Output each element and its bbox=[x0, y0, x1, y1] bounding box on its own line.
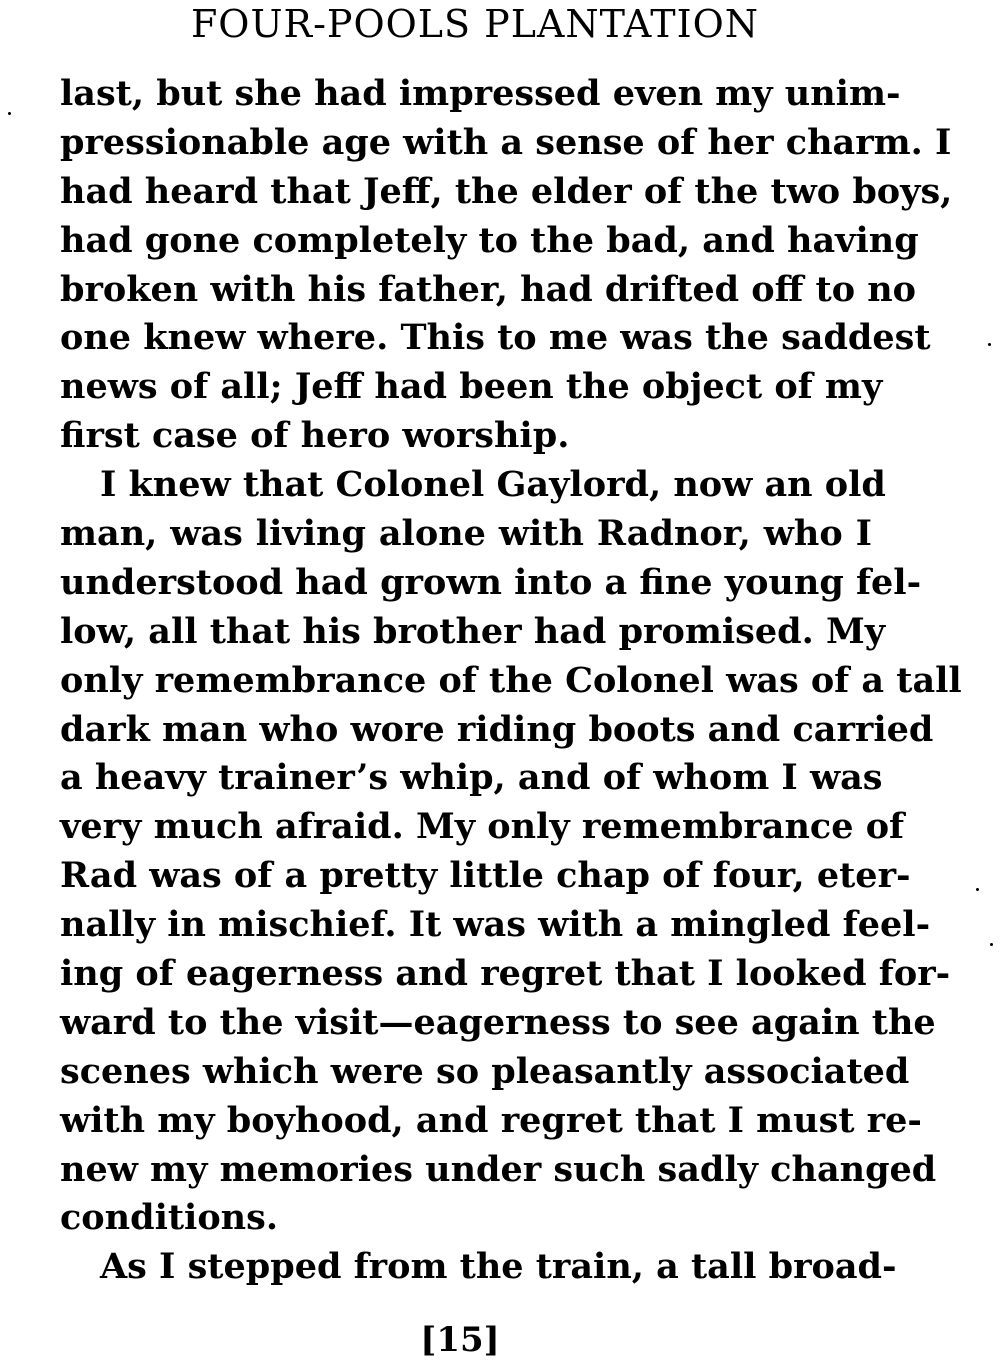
text-line: dark man who wore riding boots and carried bbox=[60, 708, 934, 750]
text-line: had gone completely to the bad, and having bbox=[60, 219, 919, 261]
text-line: one knew where. This to me was the saddest bbox=[60, 317, 931, 359]
text-line: conditions. bbox=[60, 1197, 279, 1239]
text-line: only remembrance of the Colonel was of a tall bbox=[60, 659, 962, 701]
text-line: had heard that Jeff, the elder of the two boys, bbox=[60, 170, 953, 212]
text-line: Rad was of a pretty little chap of four, eter- bbox=[60, 855, 911, 897]
scan-speck bbox=[8, 112, 11, 115]
text-line: with my boyhood, and regret that I must re- bbox=[60, 1099, 922, 1141]
text-line: low, all that his brother had promised. My bbox=[60, 610, 886, 652]
text-line: ing of eagerness and regret that I looked for- bbox=[60, 953, 951, 995]
text-line: ward to the visit—eagerness to see again the bbox=[60, 1001, 936, 1043]
scan-speck bbox=[976, 888, 979, 891]
page-number: [15] bbox=[420, 1320, 500, 1360]
body-text bbox=[60, 70, 962, 1292]
text-line: man, was living alone with Radnor, who I bbox=[60, 513, 872, 555]
text-line: broken with his father, had drifted off to no bbox=[60, 268, 917, 310]
text-line: last, but she had impressed even my unim- bbox=[60, 73, 901, 114]
text-line: first case of hero worship. bbox=[60, 415, 570, 457]
text-line: very much afraid. My only remembrance of bbox=[60, 806, 905, 848]
text-line: new my memories under such sadly changed bbox=[60, 1148, 937, 1190]
text-line: nally in mischief. It was with a mingled feel- bbox=[60, 904, 931, 946]
text-line: scenes which were so pleasantly associated bbox=[60, 1050, 910, 1092]
text-line: pressionable age with a sense of her charm. I bbox=[60, 121, 952, 163]
running-head: FOUR-POOLS PLANTATION bbox=[190, 2, 760, 46]
text-line: I knew that Colonel Gaylord, now an old bbox=[100, 464, 886, 506]
text-line: As I stepped from the train, a tall broad- bbox=[100, 1246, 897, 1288]
scan-speck bbox=[990, 943, 993, 946]
text-line: a heavy trainer’s whip, and of whom I was bbox=[60, 757, 883, 799]
text-line: news of all; Jeff had been the object of my bbox=[60, 366, 883, 408]
scan-speck bbox=[988, 343, 991, 346]
text-line: understood had grown into a fine young fel- bbox=[60, 561, 922, 603]
